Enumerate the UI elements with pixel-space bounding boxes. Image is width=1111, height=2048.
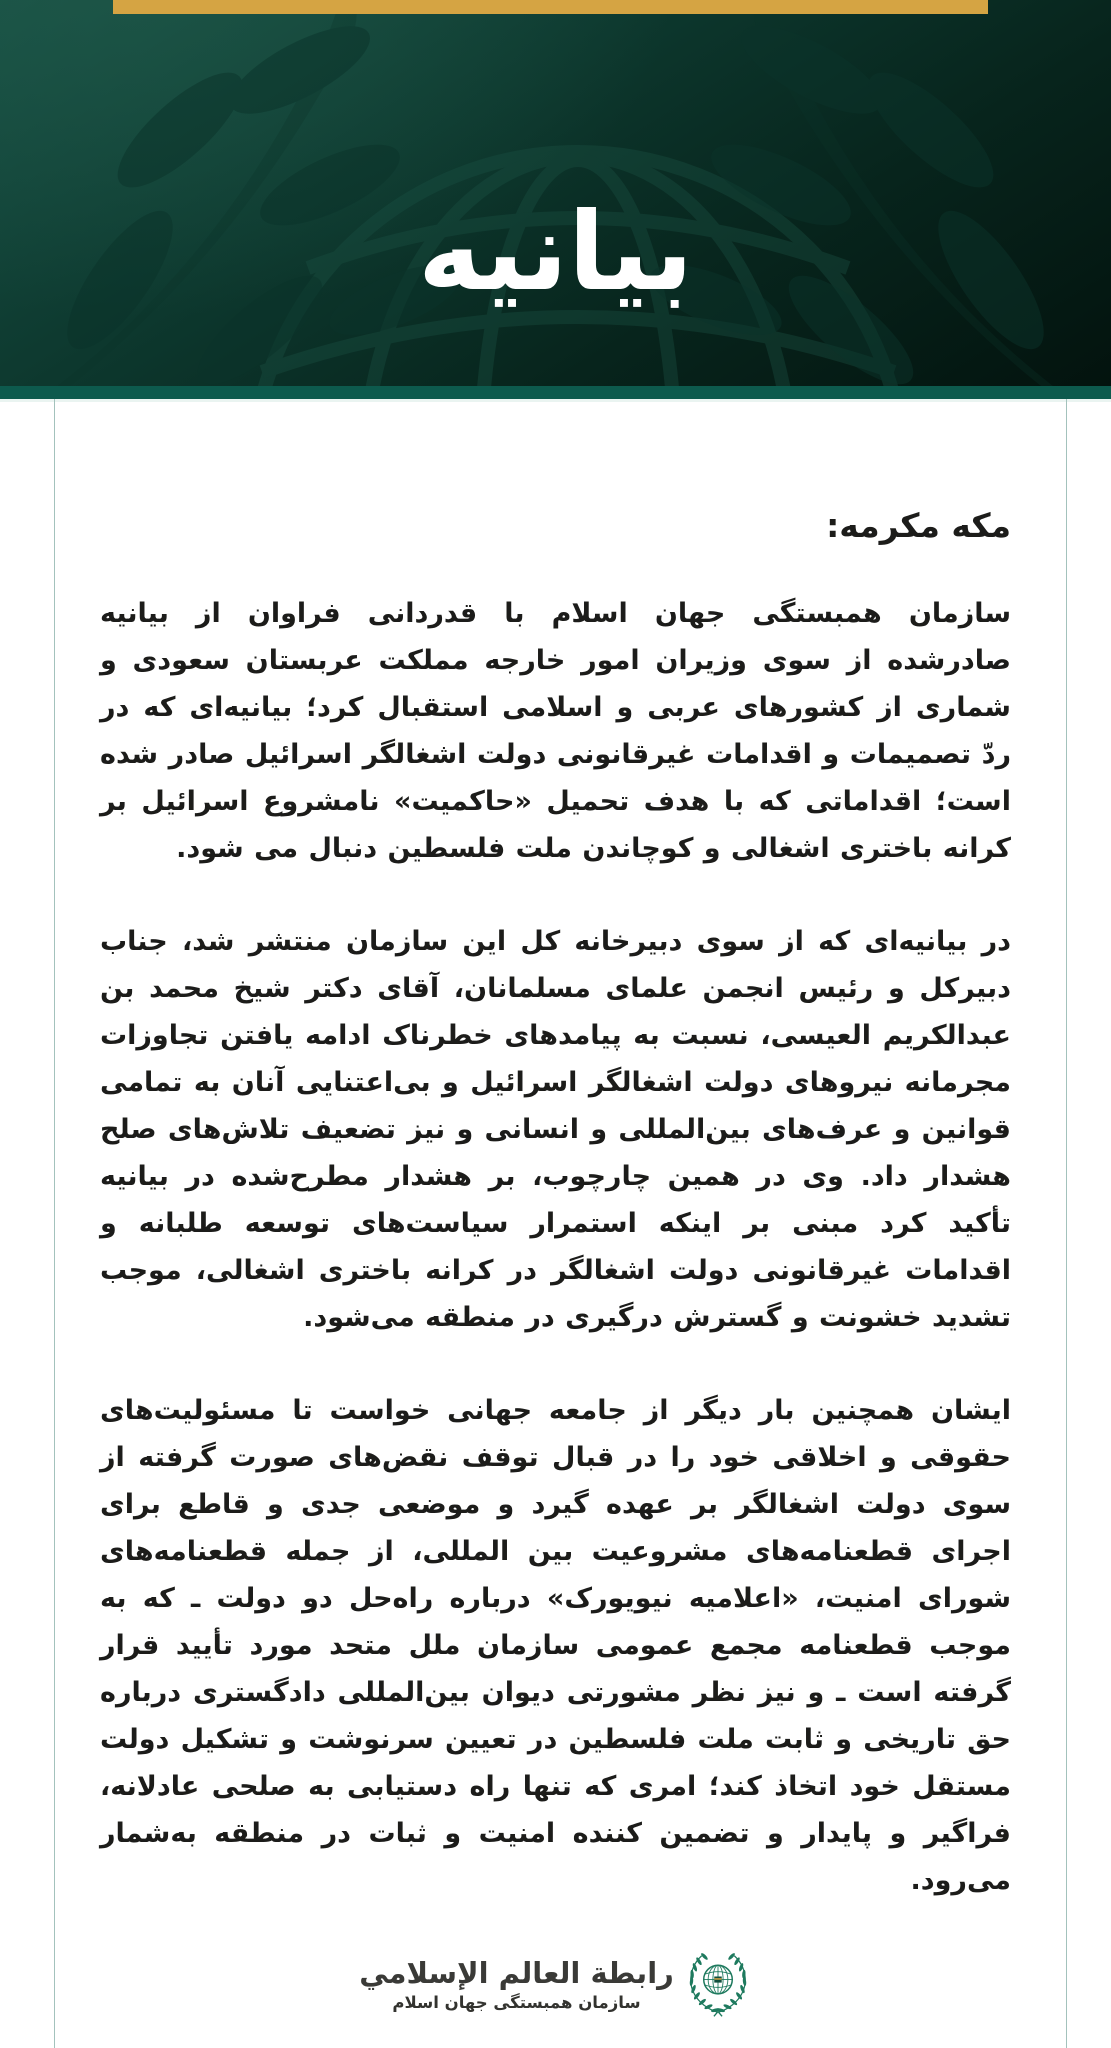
statement-header bbox=[0, 0, 1111, 386]
organization-name-persian: سازمان همبستگی جهان اسلام bbox=[392, 1993, 641, 2012]
statement-paragraph-2: در بیانیه‌ای که از سوی دبیرخانه کل این سازمان منتشر شد، جناب دبیرکل و رئیس انجمن علمای مسلمانان، آقای دکتر شیخ محمد بن عبدالکریم العیسی، نسبت به پیامدهای خطرناک ادامه یافتن تجاوزات مجرمانه نیروهای دولت اشغالگر اسرائیل و بی‌اعتنایی آنان به تمامی قوانین و عرف‌های بین‌المللی و انسانی و نیز تضعیف تلاش‌های صلح هشدار داد. وی در همین چارچوب، بر هشدار مطرح‌شده در بیانیه تأکید کرد مبنی بر اینکه استمرار سیاست‌های توسعه طلبانه و اقدامات غیرقانونی دولت اشغالگر در کرانه باختری اشغالی، موجب تشدید خشونت و گسترش درگیری در منطقه می‌شود. bbox=[100, 926, 1011, 1333]
page-border-right bbox=[1066, 399, 1067, 2048]
location-heading: مکه مکرمه: bbox=[826, 506, 1011, 545]
statement-paragraph-1: سازمان همبستگی جهان اسلام با قدردانی فراوان از بیانیه صادرشده از سوی وزیران امور خارجه مملکت عربستان سعودی و شماری از کشورهای عربی و اسلامی استقبال کرد؛ بیانیه‌ای که در ردّ تصمیمات و اقدامات غیرقانونی دولت اشغالگر اسرائیل صادر شده است؛ اقداماتی که با هدف تحمیل «حاکمیت» نامشروع اسرائیل بر کرانه باختری اشغالی و کوچاندن ملت فلسطین دنبال می شود. bbox=[100, 598, 1011, 864]
teal-divider-band bbox=[0, 386, 1111, 399]
statement-title: بیانیه bbox=[417, 190, 694, 315]
wreath-globe-emblem-icon bbox=[684, 1950, 752, 2020]
gold-accent-bar bbox=[113, 0, 988, 14]
divider-glow bbox=[0, 399, 1111, 402]
page-border-left bbox=[54, 399, 55, 2048]
organization-logo bbox=[100, 1950, 1011, 2020]
statement-paragraph-3: ایشان همچنین بار دیگر از جامعه جهانی خواست تا مسئولیت‌های حقوقی و اخلاقی خود را در قبال توقف نقض‌های صورت گرفته از سوی دولت اشغالگر بر عهده گیرد و موضعی جدی و قاطع برای اجرای قطعنامه‌های مشروعیت بین المللی، از جمله قطعنامه‌های شورای امنیت، «اعلامیه نیویورک» درباره راه‌حل دو دولت ـ که به موجب قطعنامه مجمع عمومی سازمان ملل متحد مورد تأیید قرار گرفته است ـ و نیز نظر مشورتی دیوان بین‌المللی دادگستری درباره حق تاریخی و ثابت ملت فلسطین در تعیین سرنوشت و تشکیل دولت مستقل خود اتخاذ کند؛ امری که تنها راه دستیابی به صلحی عادلانه، فراگیر و پایدار و تضمین کننده امنیت و ثبات در منطقه به‌شمار می‌رود. bbox=[100, 1395, 1011, 1896]
organization-name-arabic: رابطة العالم الإسلامي bbox=[359, 1956, 674, 1990]
organization-names bbox=[359, 1956, 674, 2014]
statement-body bbox=[100, 506, 1011, 2020]
